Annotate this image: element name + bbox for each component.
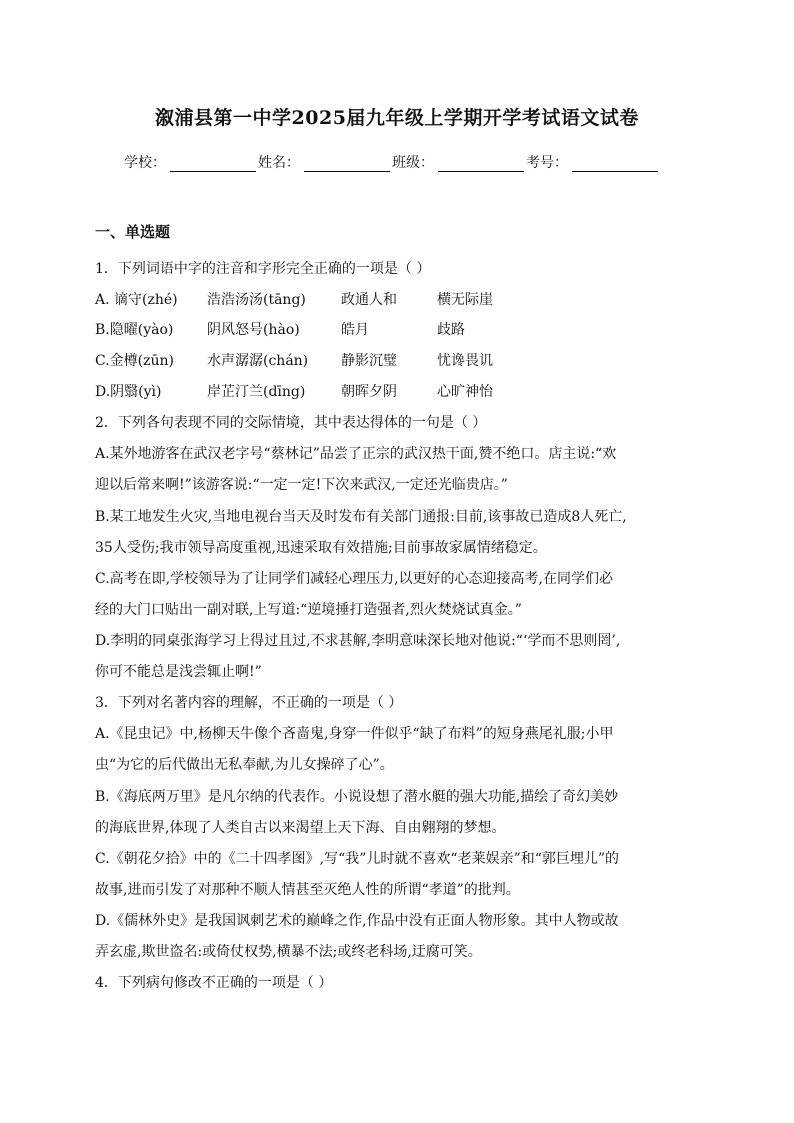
q1-stem: 1．下列词语中字的注音和字形完全正确的一项是（ ） — [95, 261, 431, 277]
q1-option-c[interactable] — [95, 351, 493, 371]
q1-d-item-3: 朝晖夕阴 — [341, 384, 397, 400]
number-blank[interactable] — [572, 155, 658, 172]
q1-c-item-2: 水声潺潺(chán) — [207, 353, 309, 369]
q2-stem: 2．下列各句表现不同的交际情境，其中表达得体的一句是（ ） — [95, 415, 487, 431]
section-title: 一、单选题 — [95, 223, 171, 241]
name-field — [258, 152, 392, 172]
q3-option-a-line-2[interactable]: 虫“为它的后代做出无私奉献,为儿女操碎了心”。 — [95, 757, 394, 773]
q1-b-item-3: 皓月 — [341, 322, 369, 338]
q2-option-c-line-1[interactable]: C.高考在即,学校领导为了让同学们减轻心理压力,以更好的心态迎接高考,在同学们必 — [95, 571, 614, 587]
class-field — [392, 152, 526, 172]
q3-option-d-line-1[interactable]: D.《儒林外史》是我国讽刺艺术的巅峰之作,作品中没有正面人物形象。其中人物或故 — [95, 913, 619, 929]
class-label: 班级： — [392, 155, 434, 171]
q3-option-b-line-1[interactable]: B.《海底两万里》是凡尔纳的代表作。小说设想了潜水艇的强大功能,描绘了奇幻美妙 — [95, 789, 619, 805]
q1-b-item-4: 歧路 — [437, 322, 465, 338]
q3-stem: 3．下列对名著内容的理解，不正确的一项是（ ） — [95, 695, 403, 711]
exam-title: 溆浦县第一中学2025届九年级上学期开学考试语文试卷 — [155, 107, 639, 129]
school-label: 学校： — [124, 155, 166, 171]
q3-option-c-line-2[interactable]: 故事,进而引发了对那种不顺人情甚至灭绝人性的所谓“孝道”的批判。 — [95, 882, 520, 898]
q1-c-item-3: 静影沉璧 — [341, 353, 397, 369]
q3-option-d-line-2[interactable]: 弄玄虚,欺世盗名:或倚仗权势,横暴不法;或终老科场,迂腐可笑。 — [95, 944, 482, 960]
q4-stem: 4．下列病句修改不正确的一项是（ ） — [95, 975, 333, 991]
school-blank[interactable] — [170, 155, 256, 172]
q1-b-item-2: 阴风怒号(hào) — [207, 322, 300, 338]
q1-a-item-4: 横无际崖 — [437, 292, 493, 308]
q1-d-item-4: 心旷神怡 — [437, 384, 493, 400]
q2-option-c-line-2[interactable]: 经的大门口贴出一副对联,上写道:“逆境捶打造强者,烈火焚烧试真金。” — [95, 602, 522, 618]
name-blank[interactable] — [304, 155, 390, 172]
q3-option-b-line-2[interactable]: 的海底世界,体现了人类自古以来渴望上天下海、自由翱翔的梦想。 — [95, 820, 506, 836]
q2-option-d-line-1[interactable]: D.李明的同桌张海学习上得过且过,不求甚解,李明意味深长地对他说:“‘学而不思则罔’, — [95, 633, 621, 649]
q3-option-c-line-1[interactable]: C.《朝花夕拾》中的《二十四孝图》,写“我”儿时就不喜欢“老莱娱亲”和“郭巨埋儿”的 — [95, 851, 620, 867]
q3-option-a-line-1[interactable]: A.《昆虫记》中,杨柳天牛像个吝啬鬼,身穿一件似乎“缺了布料”的短身燕尾礼服;小甲 — [95, 726, 614, 742]
q2-option-b-line-2[interactable]: 35人受伤;我市领导高度重视,迅速采取有效措施;目前事故家属情绪稳定。 — [95, 540, 547, 556]
q1-b-item-1: B.隐曜(yào) — [95, 322, 174, 338]
q1-option-b[interactable] — [95, 320, 465, 340]
q1-d-item-2: 岸芷汀兰(dīng) — [207, 384, 306, 400]
q1-c-item-4: 忧谗畏讥 — [437, 353, 493, 369]
class-blank[interactable] — [438, 155, 524, 172]
school-field — [124, 152, 258, 172]
q2-option-b-line-1[interactable]: B.某工地发生火灾,当地电视台当天及时发布有关部门通报:目前,该事故已造成8人死亡, — [95, 509, 627, 525]
q2-option-d-line-2[interactable]: 你可不能总是浅尝辄止啊!” — [95, 664, 262, 680]
q1-d-item-1: D.阴翳(yì) — [95, 384, 162, 400]
q1-a-item-3: 政通人和 — [341, 292, 397, 308]
q1-a-item-1: A. 谪守(zhé) — [95, 292, 178, 308]
name-label: 姓名： — [258, 155, 300, 171]
q1-a-item-2: 浩浩汤汤(tāng) — [207, 292, 306, 308]
number-field — [526, 152, 660, 172]
q2-option-a-line-2[interactable]: 迎以后常来啊!”该游客说:“一定一定!下次来武汉,一定还光临贵店。” — [95, 477, 508, 493]
q1-option-d[interactable] — [95, 382, 493, 402]
q1-c-item-1: C.金樽(zūn) — [95, 353, 174, 369]
student-info-row — [124, 152, 660, 172]
q2-option-a-line-1[interactable]: A.某外地游客在武汉老字号“蔡林记”品尝了正宗的武汉热干面,赞不绝口。店主说:“欢 — [95, 446, 617, 462]
q1-option-a[interactable] — [95, 290, 493, 310]
number-label: 考号： — [526, 155, 568, 171]
